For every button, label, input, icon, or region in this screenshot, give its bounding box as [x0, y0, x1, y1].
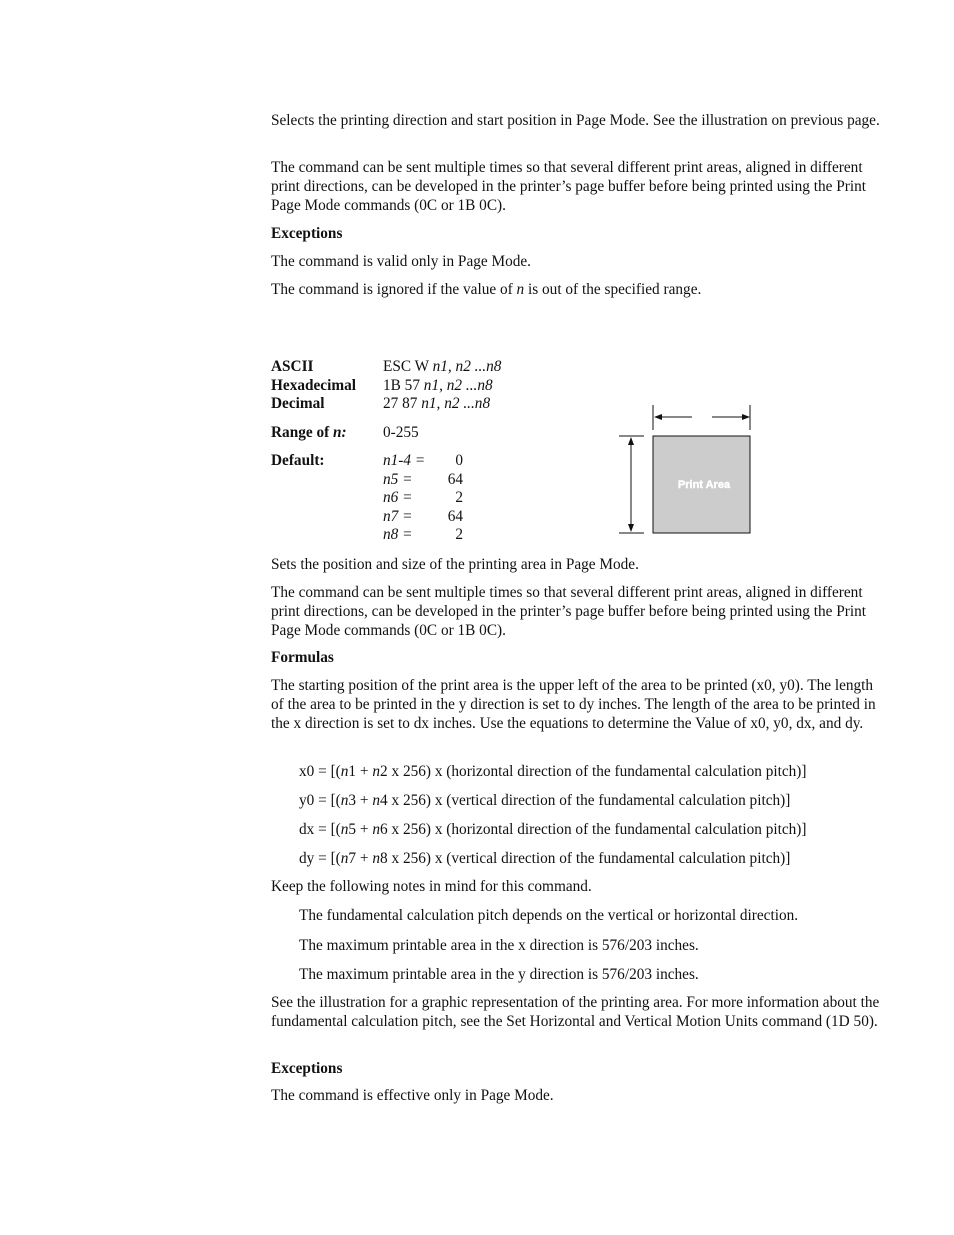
hex-value [383, 377, 493, 396]
exceptions-heading-2: Exceptions [271, 1060, 343, 1077]
intro-paragraph-2: The command can be sent multiple times so that several different print areas, aligned in different print directions, can be developed in the printer’s page buffer before being printed using the Print Page Mode commands (0C or 1B 0C). [271, 159, 866, 214]
exception-text-2 [271, 281, 881, 300]
formula-part: 5 + [348, 821, 373, 838]
note-item: The fundamental calculation pitch depends on the vertical or horizontal direction. [299, 907, 799, 924]
decimal-code: 27 87 [383, 395, 422, 412]
ascii-code: ESC W [383, 358, 433, 375]
formula-variable: n [372, 792, 381, 809]
body-paragraph-1: Sets the position and size of the printing area in Page Mode. [271, 556, 639, 573]
hex-args: n1, n2 ...n8 [423, 377, 493, 394]
hex-label: Hexadecimal [271, 377, 356, 394]
default-value: 2 [455, 526, 463, 543]
formula-variable: n [340, 821, 349, 838]
formula-x0 [299, 763, 879, 782]
range-label [271, 424, 347, 443]
formula-part: 4 x 256) x (vertical direction of the fundamental calculation pitch)] [380, 792, 791, 809]
default-value: 0 [455, 452, 463, 469]
default-value: 64 [447, 508, 463, 525]
default-name: n8 = [383, 526, 413, 543]
exception-text-3: The command is effective only in Page Mode. [271, 1087, 554, 1104]
note-item: The maximum printable area in the x direction is 576/203 inches. [299, 937, 699, 954]
ascii-args: n1, n2 ...n8 [432, 358, 502, 375]
ascii-label: ASCII [271, 358, 314, 375]
formula-part: 8 x 256) x (vertical direction of the fundamental calculation pitch)] [380, 850, 791, 867]
formula-variable: n [340, 763, 349, 780]
body-paragraph-2: The command can be sent multiple times so that several different print areas, aligned in different print directions, can be developed in the printer’s page buffer before being printed using the Print Page Mode commands (0C or 1B 0C). [271, 584, 866, 639]
formulas-heading: Formulas [271, 649, 334, 666]
formula-dx [299, 821, 879, 840]
formula-part: y0 = [( [299, 792, 341, 809]
formula-part: 3 + [348, 792, 373, 809]
formula-variable: n [340, 792, 349, 809]
exception-text-1: The command is valid only in Page Mode. [271, 253, 532, 270]
formula-part: x0 = [( [299, 763, 341, 780]
formula-part: 7 + [348, 850, 373, 867]
default-value: 64 [447, 471, 463, 488]
hex-code: 1B 57 [383, 377, 424, 394]
default-label: Default: [271, 452, 325, 469]
formula-y0 [299, 792, 879, 811]
up-arrow-icon [628, 437, 634, 445]
formula-variable: n [372, 763, 381, 780]
decimal-label: Decimal [271, 395, 325, 412]
formula-part: 1 + [348, 763, 373, 780]
default-name: n6 = [383, 489, 413, 506]
note-item: The maximum printable area in the y direction is 576/203 inches. [299, 966, 699, 983]
down-arrow-icon [628, 524, 634, 532]
formula-variable: n [372, 821, 381, 838]
ascii-value [383, 358, 501, 377]
range-variable: n: [333, 424, 347, 441]
print-area-diagram [616, 402, 756, 536]
range-label-text: Range of [271, 424, 334, 441]
body-paragraph-3: The starting position of the print area is the upper left of the area to be printed (x0, y0). The length of the area to be printed in the y direction is set to dy inches. The length of the area to be printed in the x direction is set to dx inches. Use the equations to determine the Value of x0, y0, dx, and dy. [271, 677, 876, 732]
default-name: n5 = [383, 471, 413, 488]
formula-part: 6 x 256) x (horizontal direction of the fundamental calculation pitch)] [380, 821, 807, 838]
exception-variable: n [516, 281, 525, 298]
intro-paragraph-1: Selects the printing direction and start position in Page Mode. See the illustration on previous page. [271, 112, 880, 129]
default-name: n7 = [383, 508, 413, 525]
decimal-args: n1, n2 ...n8 [421, 395, 491, 412]
decimal-value [383, 395, 490, 414]
width-dimension [653, 405, 750, 430]
body-paragraph-4: See the illustration for a graphic representation of the printing area. For more information about the fundamental calculation pitch, see the Set Horizontal and Vertical Motion Units command (1D 50). [271, 994, 880, 1030]
notes-intro: Keep the following notes in mind for this command. [271, 878, 592, 895]
formula-part: dx = [( [299, 821, 341, 838]
formula-variable: n [372, 850, 381, 867]
formula-part: dy = [( [299, 850, 341, 867]
exceptions-heading: Exceptions [271, 225, 343, 242]
default-name: n1-4 = [383, 452, 426, 469]
formula-part: 2 x 256) x (horizontal direction of the fundamental calculation pitch)] [380, 763, 807, 780]
exception-text-2-post: is out of the specified range. [524, 281, 702, 298]
default-value: 2 [455, 489, 463, 506]
print-area-label: Print Area [677, 479, 731, 491]
formula-dy [299, 850, 879, 869]
height-dimension [619, 436, 644, 533]
left-arrow-icon [654, 414, 662, 420]
formula-variable: n [340, 850, 349, 867]
right-arrow-icon [742, 414, 750, 420]
exception-text-2-pre: The command is ignored if the value of [271, 281, 517, 298]
range-value: 0-255 [383, 424, 419, 441]
